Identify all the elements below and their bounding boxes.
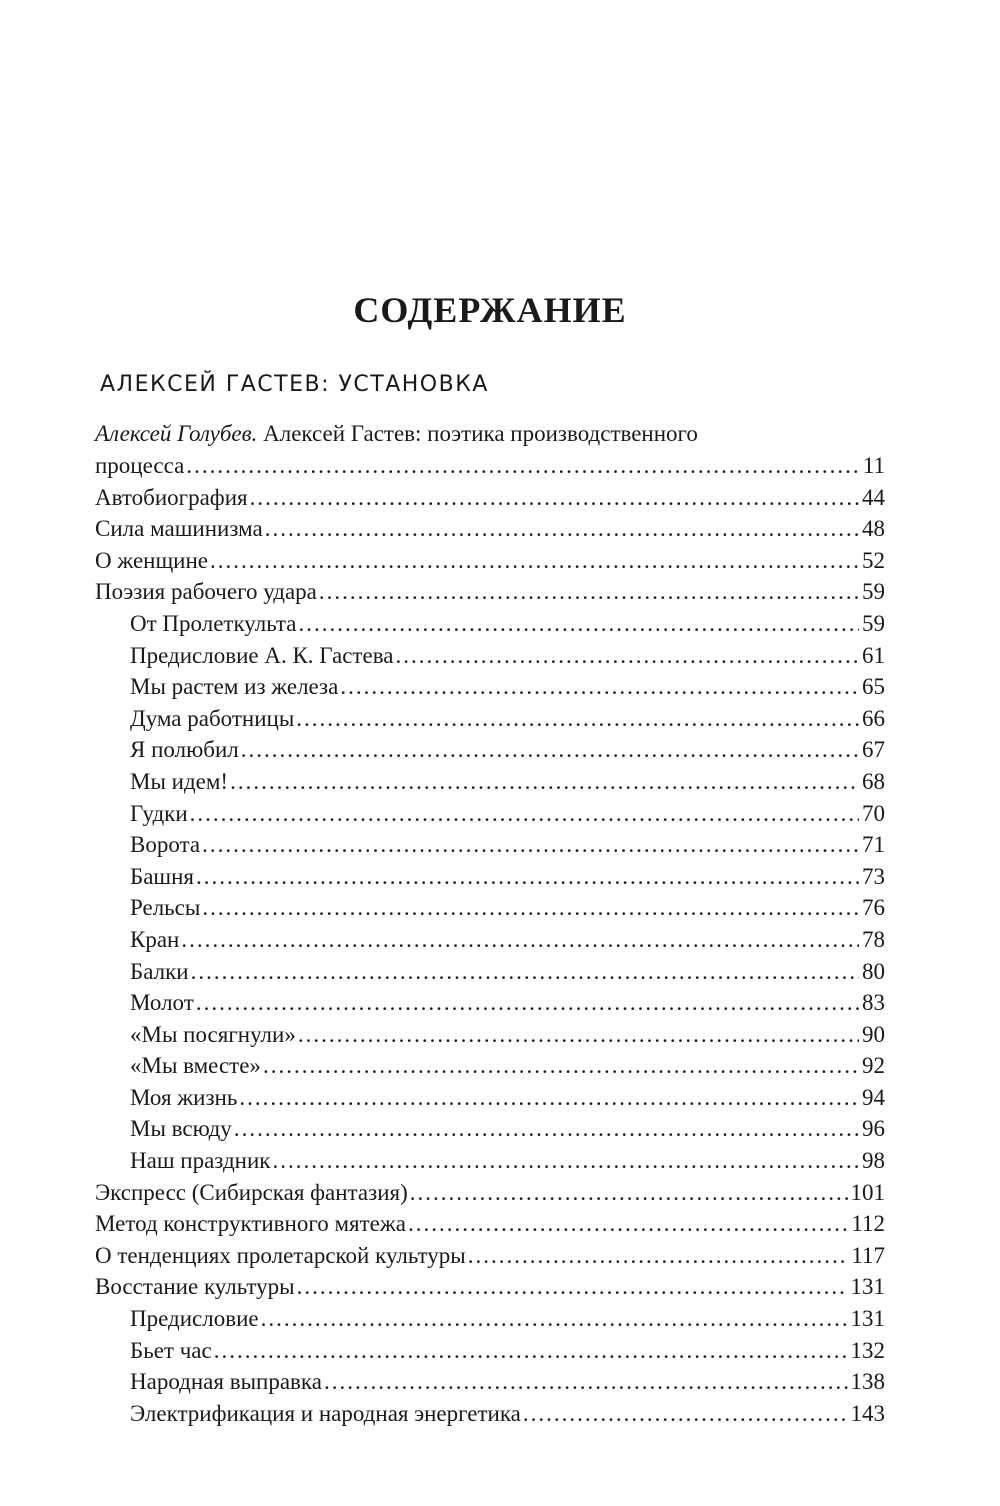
dot-leader (181, 924, 859, 956)
page-number: 131 (850, 1306, 885, 1332)
dot-leader (395, 640, 859, 672)
entry-title: Предисловие А. К. Гастева (130, 642, 394, 668)
entry-title: Автобиография (95, 484, 248, 510)
dot-leader (298, 608, 859, 640)
dot-leader (186, 450, 860, 482)
page-number: 71 (862, 832, 885, 858)
toc-list (95, 450, 885, 1429)
toc-subentry[interactable] (95, 1145, 885, 1177)
entry-title: Башня (130, 863, 195, 889)
page-number: 101 (850, 1179, 885, 1205)
page-number: 132 (850, 1337, 885, 1363)
toc-entry[interactable] (95, 513, 885, 545)
dot-leader (319, 576, 859, 608)
entry-title: Кран (130, 926, 180, 952)
toc-subentry[interactable] (95, 892, 885, 924)
intro-title-line1: Алексей Гастев: поэтика производственного (257, 421, 698, 446)
dot-leader (272, 1145, 859, 1177)
toc-subentry[interactable] (95, 1082, 885, 1114)
toc-subentry[interactable] (95, 734, 885, 766)
entry-title: Предисловие (130, 1306, 259, 1332)
dot-leader (297, 1271, 848, 1303)
page-number: 59 (862, 610, 885, 636)
toc-subentry[interactable] (95, 829, 885, 861)
toc-subentry[interactable] (95, 640, 885, 672)
dot-leader (340, 671, 859, 703)
page-number: 138 (850, 1369, 885, 1395)
page-number: 68 (862, 768, 885, 794)
dot-leader (230, 766, 859, 798)
toc-entry[interactable] (95, 1208, 885, 1240)
intro-entry-first-line (95, 418, 885, 450)
toc-subentry[interactable] (95, 1050, 885, 1082)
dot-leader (298, 1019, 859, 1051)
dot-leader (239, 1082, 859, 1114)
entry-title: Молот (130, 990, 194, 1016)
intro-author: Алексей Голубев. (95, 421, 258, 446)
toc-entry-intro[interactable] (95, 450, 885, 482)
page-number: 92 (862, 1053, 885, 1079)
entry-title: Электрификация и народная энергетика (130, 1400, 521, 1426)
toc-entry[interactable] (95, 1177, 885, 1209)
dot-leader (214, 1335, 848, 1367)
toc-subentry[interactable] (95, 798, 885, 830)
entry-title: Экспресс (Сибирская фантазия) (95, 1179, 408, 1205)
dot-leader (190, 798, 859, 830)
dot-leader (191, 956, 859, 988)
dot-leader (324, 1366, 848, 1398)
dot-leader (210, 545, 859, 577)
page-number: 83 (862, 990, 885, 1016)
toc-entry[interactable] (95, 576, 885, 608)
toc-entry[interactable] (95, 1271, 885, 1303)
page-number: 65 (862, 674, 885, 700)
page-number: 143 (850, 1400, 885, 1426)
dot-leader (468, 1240, 849, 1272)
toc-subentry[interactable] (95, 1303, 885, 1335)
page-number: 67 (862, 737, 885, 763)
toc-subentry[interactable] (95, 1398, 885, 1430)
page-number: 131 (850, 1274, 885, 1300)
toc-subentry[interactable] (95, 1113, 885, 1145)
dot-leader (263, 1050, 859, 1082)
toc-subentry[interactable] (95, 608, 885, 640)
dot-leader (261, 1303, 848, 1335)
entry-title: Рельсы (130, 895, 201, 921)
toc-entry[interactable] (95, 482, 885, 514)
toc-subentry[interactable] (95, 766, 885, 798)
entry-title: Народная выправка (130, 1369, 322, 1395)
entry-title: «Мы вместе» (130, 1053, 261, 1079)
toc-entry[interactable] (95, 545, 885, 577)
dot-leader (234, 1113, 859, 1145)
dot-leader (410, 1177, 848, 1209)
entry-title: «Мы посягнули» (130, 1021, 296, 1047)
entry-title: Я полюбил (130, 737, 239, 763)
dot-leader (196, 861, 859, 893)
entry-title: Наш праздник (130, 1148, 271, 1174)
page-number: 76 (862, 895, 885, 921)
page-number: 66 (862, 705, 885, 731)
dot-leader (202, 892, 859, 924)
page-number: 96 (862, 1116, 885, 1142)
toc-subentry[interactable] (95, 1366, 885, 1398)
dot-leader (241, 734, 859, 766)
page-number: 112 (851, 1211, 885, 1237)
page-number: 73 (862, 863, 885, 889)
dot-leader (408, 1208, 848, 1240)
dot-leader (202, 829, 859, 861)
toc-subentry[interactable] (95, 1019, 885, 1051)
entry-title: Гудки (130, 800, 188, 826)
toc-entry[interactable] (95, 1240, 885, 1272)
toc-subentry[interactable] (95, 924, 885, 956)
entry-title: Ворота (130, 832, 201, 858)
entry-title: Сила машинизма (95, 516, 263, 542)
dot-leader (296, 703, 859, 735)
entry-title: О тенденциях пролетарской культуры (95, 1242, 466, 1268)
page-number: 80 (862, 958, 885, 984)
entry-title: Мы всюду (130, 1116, 232, 1142)
toc-subentry[interactable] (95, 861, 885, 893)
page-number: 44 (862, 484, 885, 510)
toc-subentry[interactable] (95, 703, 885, 735)
entry-title: Метод конструктивного мятежа (95, 1211, 406, 1237)
entry-title: Моя жизнь (130, 1084, 238, 1110)
page-number: 48 (862, 516, 885, 542)
page-number: 98 (862, 1148, 885, 1174)
page-number: 94 (862, 1084, 885, 1110)
page-number: 11 (862, 453, 885, 478)
section-heading: АЛЕКСЕЙ ГАСТЕВ: УСТАНОВКА (100, 372, 489, 397)
dot-leader (196, 987, 859, 1019)
page-number: 52 (862, 547, 885, 573)
page-number: 90 (862, 1021, 885, 1047)
entry-title: Мы идем! (130, 768, 229, 794)
entry-title: процесса (95, 453, 185, 478)
toc-subentry[interactable] (95, 956, 885, 988)
entry-title: Мы растем из железа (130, 674, 339, 700)
entry-title: Поэзия рабочего удара (95, 579, 317, 605)
entry-title: О женщине (95, 547, 209, 573)
toc-subentry[interactable] (95, 671, 885, 703)
dot-leader (265, 513, 859, 545)
entry-title: Бьет час (130, 1337, 212, 1363)
page-number: 70 (862, 800, 885, 826)
dot-leader (250, 482, 859, 514)
dot-leader (523, 1398, 848, 1430)
entry-title: Балки (130, 958, 189, 984)
page-title: СОДЕРЖАНИЕ (353, 290, 627, 330)
toc-subentry[interactable] (95, 1335, 885, 1367)
page-number: 78 (862, 926, 885, 952)
toc-subentry[interactable] (95, 987, 885, 1019)
entry-title: Дума работницы (130, 705, 295, 731)
page-number: 59 (862, 579, 885, 605)
toc-page (95, 288, 885, 1429)
entry-title: Восстание культуры (95, 1274, 295, 1300)
page-number: 61 (862, 642, 885, 668)
page-number: 117 (851, 1242, 885, 1268)
entry-title: От Пролеткульта (130, 610, 297, 636)
